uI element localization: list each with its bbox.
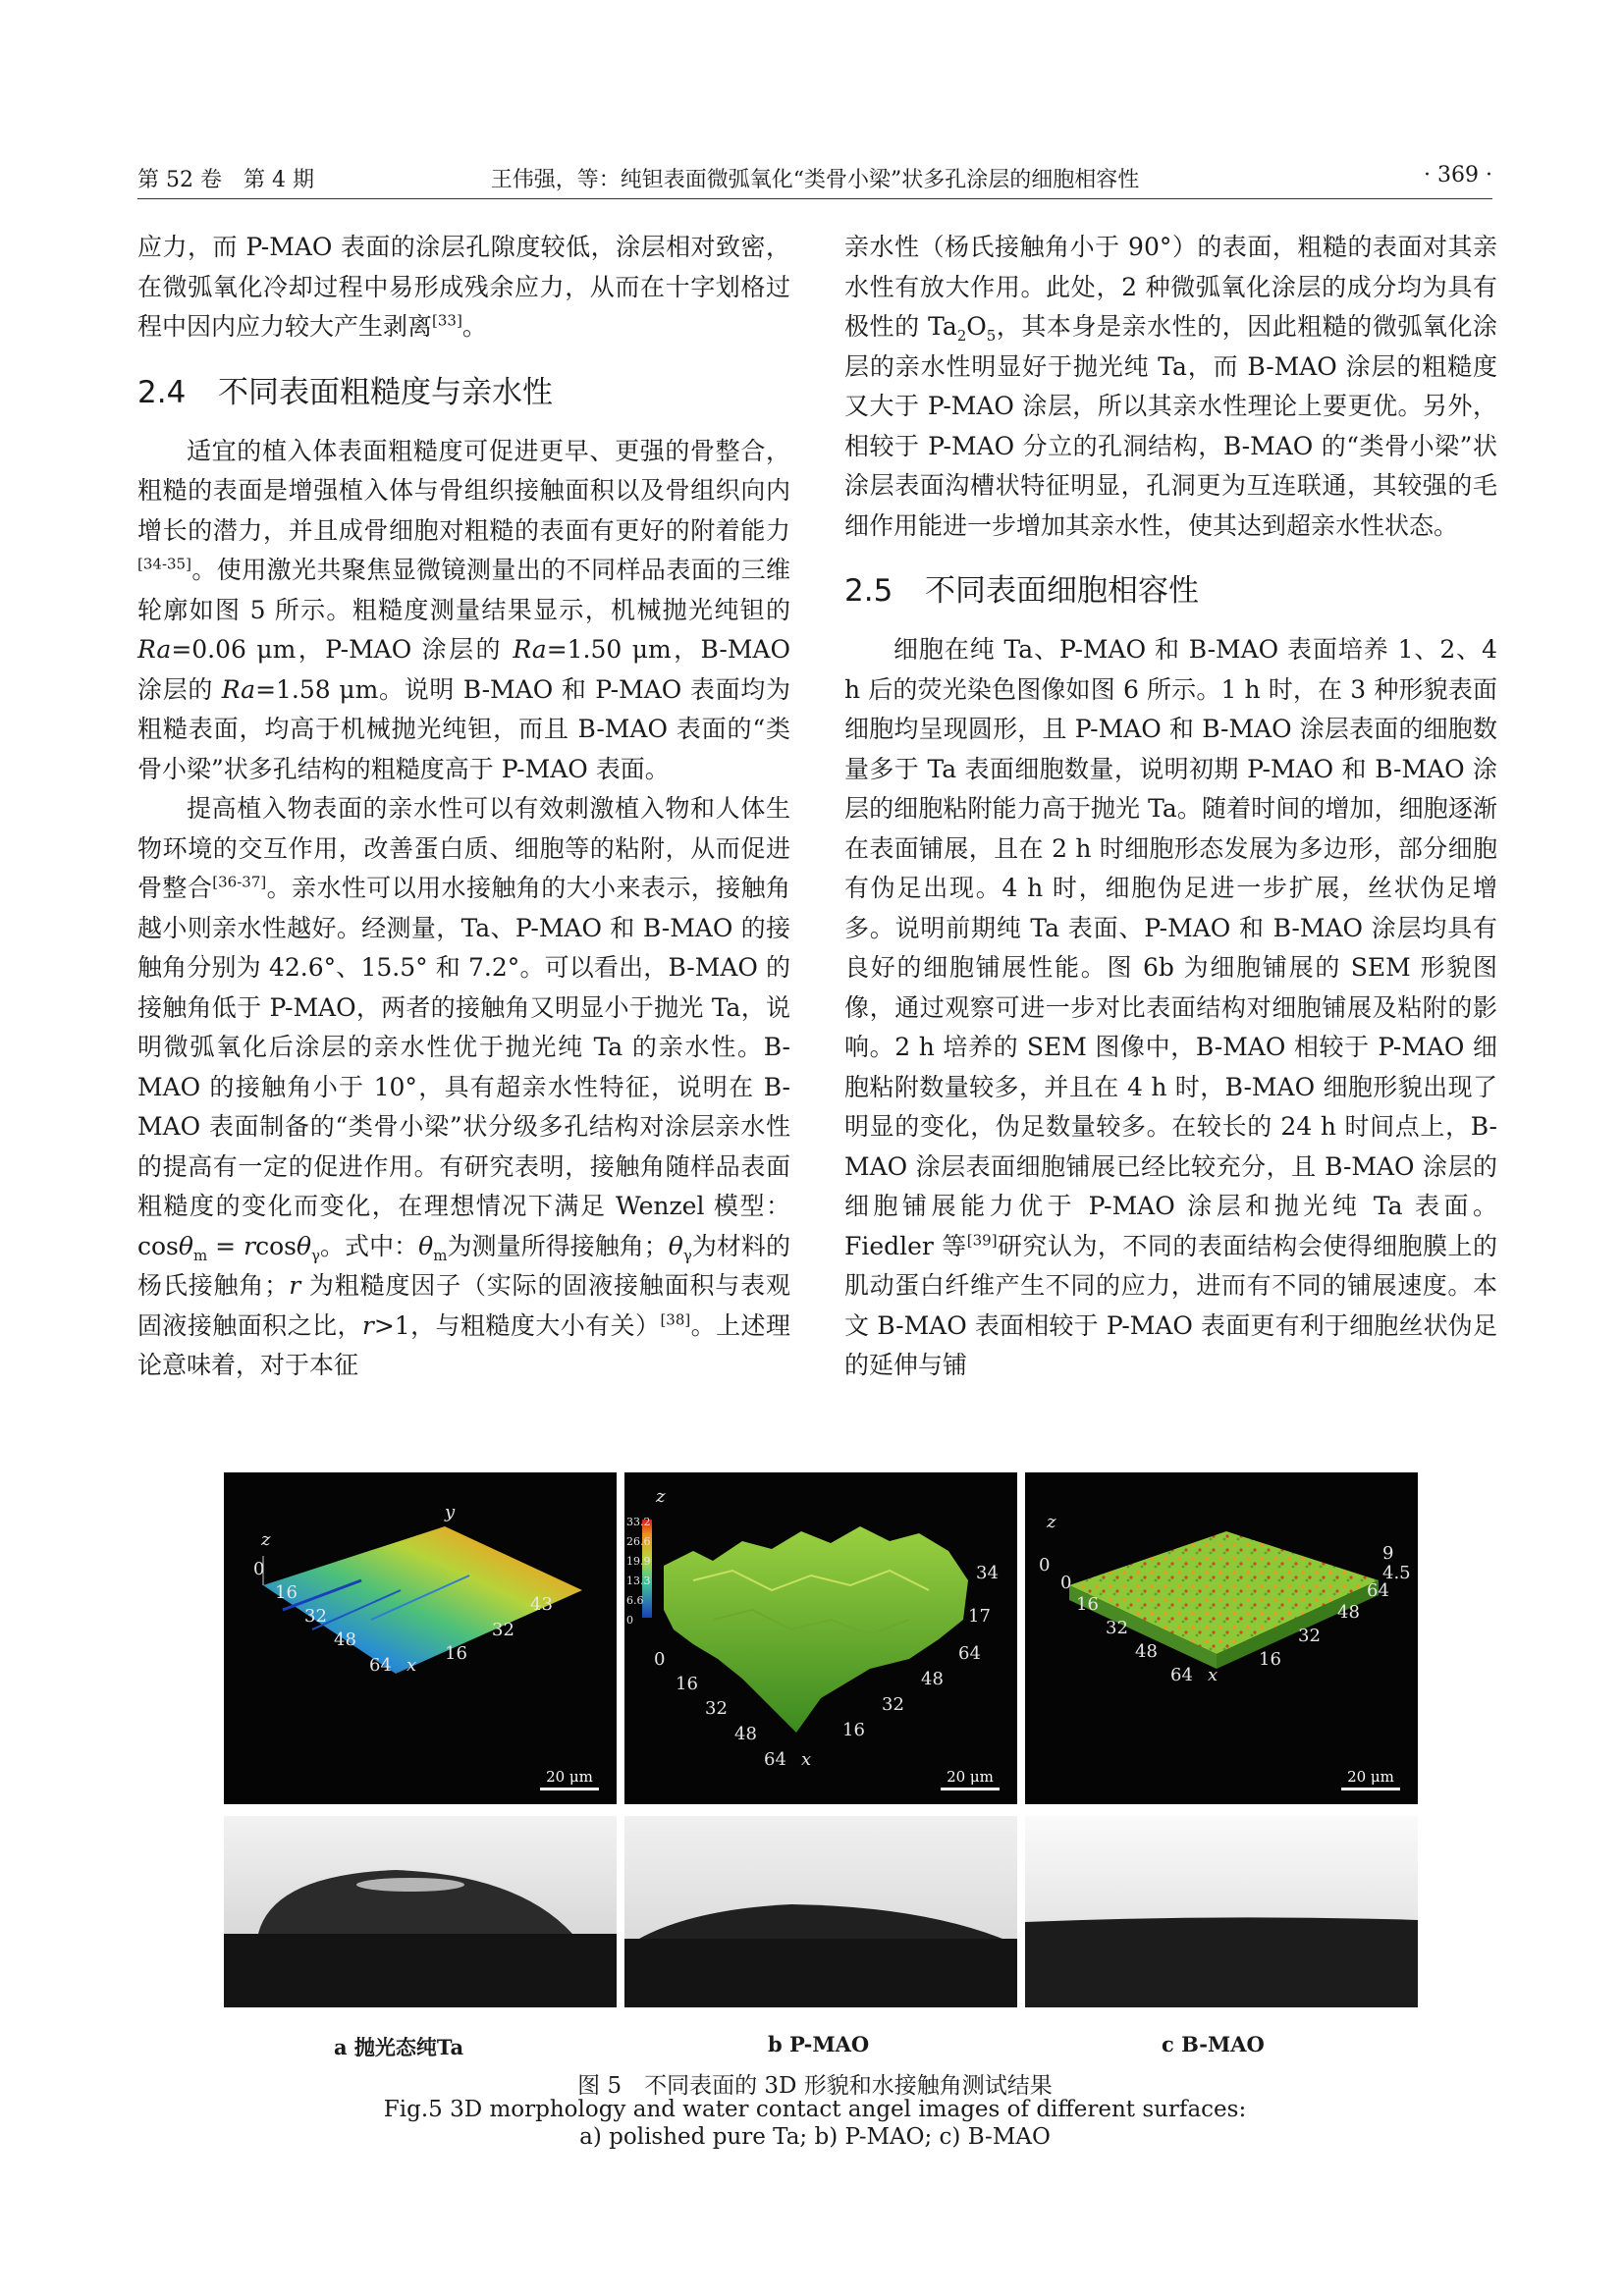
citation[interactable]: [33] bbox=[432, 311, 462, 330]
tick-label: 0 bbox=[253, 1559, 265, 1579]
tick-label: 64 bbox=[958, 1643, 981, 1664]
tick-label: 0 bbox=[1039, 1555, 1051, 1575]
citation[interactable]: [39] bbox=[966, 1231, 998, 1250]
b-mao-surface-map bbox=[1025, 1472, 1418, 1804]
scale-bar: 20 μm bbox=[941, 1768, 1000, 1790]
paragraph: 细胞在纯 Ta、P-MAO 和 B-MAO 表面培养 1、2、4 h 后的荧光染色图像如图 6 所示。1 h 时，在 3 种形貌表面细胞均呈现圆形，且 P-MAO 和 B-MAO 涂层表面的细胞数量多于 Ta 表面细胞数量，说明初期 P-MAO 和 B-MAO 涂层的细胞粘附能力高于抛光 Ta。随着时间的增加，细胞逐渐在表面铺展，且在 2 h 时细胞形态发展为多边形，部分细胞有伪足出现。4 h 时，细胞伪足进一步扩展，丝状伪足增多。说明前期纯 Ta 表面、P-MAO 和 B-MAO 涂层均具有良好的细胞铺展性能。图 6b 为细胞铺展的 SEM 形貌图像，通过观察可进一步对比表面结构对细胞铺展及粘附的影响。2 h 培养的 SEM 图像中，B-MAO 相较于 P-MAO 细胞粘附数量较多，并且在 4 h 时，B-MAO 细胞形貌出现了明显的变化，伪足数量较多。在较长的 24 h 时间点上，B-MAO 涂层表面细胞铺展已经比较充分，且 B-MAO 涂层的细胞铺展能力优于 P-MAO 涂层和抛光纯 Ta 表面。Fiedler 等[39]研究认为，不同的表面结构会使得细胞膜上的肌动蛋白纤维产生不同的应力，进而有不同的铺展速度。本文 B-MAO 表面相较于 P-MAO 表面更有利于细胞丝状伪足的延伸与铺 bbox=[844, 635, 1497, 1379]
citation[interactable]: [34-35] bbox=[137, 555, 191, 573]
axis-label-z: z bbox=[1047, 1512, 1056, 1532]
tick-label: 64 bbox=[764, 1749, 786, 1770]
tick-label: 16 bbox=[445, 1643, 467, 1664]
tick-label: 16 bbox=[842, 1720, 865, 1740]
colorbar-tick: 33.2 bbox=[626, 1516, 651, 1528]
tick-label: 32 bbox=[1106, 1618, 1128, 1638]
droplet-image-p-mao bbox=[624, 1816, 1017, 2007]
panel-label-b: b P-MAO bbox=[768, 2032, 870, 2056]
running-header bbox=[137, 157, 1492, 196]
panel-a-3d-morphology bbox=[224, 1472, 617, 1804]
paragraph: 亲水性（杨氏接触角小于 90°）的表面，粗糙的表面对其亲水性有放大作用。此处，2 种微弧氧化涂层的成分均为具有极性的 $Ta_2O_5$，其本身是亲水性的，因此粗糙的微弧氧化涂层的亲水性明显好于抛光纯 Ta，而 B-MAO 涂层的粗糙度又大于 P-MAO 涂层，所以其亲水性理论上要更优。另外，相较于 P-MAO 分立的孔洞结构，B-MAO 的“类骨小梁”状涂层表面沟槽状特征明显，孔洞更为互连联通，其较强的毛细作用能进一步增加其亲水性，使其达到超亲水性状态。 bbox=[844, 233, 1497, 540]
tick-label: 32 bbox=[304, 1606, 327, 1627]
tick-label: 43 bbox=[530, 1594, 553, 1615]
colorbar-tick: 19.9 bbox=[626, 1555, 651, 1568]
axis-label-x: x bbox=[801, 1749, 812, 1770]
scale-bar: 20 μm bbox=[1341, 1768, 1400, 1790]
panel-b-3d-morphology bbox=[624, 1472, 1017, 1804]
tick-label: 9 bbox=[1382, 1543, 1394, 1564]
section-heading-2-5: 2.5 不同表面细胞相容性 bbox=[844, 573, 1199, 609]
tick-label: 34 bbox=[976, 1563, 999, 1583]
paragraph: 适宜的植入体表面粗糙度可促进更早、更强的骨整合，粗糙的表面是增强植入体与骨组织接触面积以及骨组织向内增长的潜力，并且成骨细胞对粗糙的表面有更好的附着能力[34-35]。使用激光共聚焦显微镜测量出的不同样品表面的三维轮廓如图 5 所示。粗糙度测量结果显示，机械抛光纯钽的 Ra=0.06 μm，P-MAO 涂层的 Ra=1.50 μm，B-MAO 涂层的 Ra=1.58 μm。说明 B-MAO 和 P-MAO 表面均为粗糙表面，均高于机械抛光纯钽，而且 B-MAO 表面的“类骨小梁”状多孔结构的粗糙度高于 P-MAO 表面。 bbox=[137, 436, 790, 783]
section-heading-2-4: 2.4 不同表面粗糙度与亲水性 bbox=[137, 374, 553, 410]
tick-label: 17 bbox=[968, 1606, 991, 1627]
colorbar-tick: 6.6 bbox=[626, 1594, 644, 1607]
colorbar-tick: 13.3 bbox=[626, 1575, 651, 1587]
tick-label: 48 bbox=[334, 1629, 356, 1650]
header-rule bbox=[137, 198, 1492, 199]
journal-volume-issue: 第 52 卷 第 4 期 bbox=[137, 168, 314, 192]
citation[interactable]: [36-37] bbox=[212, 873, 267, 891]
panel-a-contact-angle bbox=[224, 1816, 617, 2007]
tick-label: 64 bbox=[1170, 1665, 1193, 1685]
tick-label: 48 bbox=[734, 1724, 757, 1744]
panel-b-contact-angle bbox=[624, 1816, 1017, 2007]
axis-label-z: z bbox=[261, 1529, 271, 1550]
left-column bbox=[137, 228, 790, 1386]
tick-label: 16 bbox=[1259, 1649, 1281, 1670]
figure-caption-cn: 图 5 不同表面的 3D 形貌和水接触角测试结果 bbox=[577, 2073, 1053, 2099]
tick-label: 32 bbox=[882, 1694, 904, 1715]
panel-label-c: c B-MAO bbox=[1162, 2032, 1265, 2056]
tick-label: 16 bbox=[1076, 1594, 1099, 1615]
polished-ta-surface-map bbox=[224, 1472, 617, 1804]
tick-label: 16 bbox=[275, 1582, 298, 1603]
paragraph: 提高植入物表面的亲水性可以有效刺激植入物和人体生物环境的交互作用，改善蛋白质、细胞等的粘附，从而促进骨整合[36-37]。亲水性可以用水接触角的大小来表示，接触角越小则亲水性越好。经测量，Ta、P-MAO 和 B-MAO 的接触角分别为 42.6°、15.5° 和 7.2°。可以看出，B-MAO 的接触角低于 P-MAO，两者的接触角又明显小于抛光 Ta，说明微弧氧化后涂层的亲水性优于抛光纯 Ta 的亲水性。B-MAO 的接触角小于 10°，具有超亲水性特征，说明在 B-MAO 表面制备的“类骨小梁”状分级多孔结构对涂层亲水性的提高有一定的促进作用。有研究表明，接触角随样品表面粗糙度的变化而变化，在理想情况下满足 Wenzel 模型：cosθ$_m$ = rcosθ$_\gamma$。式中：$\theta_m$为测量所得接触角；$\theta_\gamma$为材料的杨氏接触角；r 为粗糙度因子（实际的固液接触面积与表观固液接触面积之比，r>1，与粗糙度大小有关）[38]。上述理论意味着，对于本征 bbox=[137, 794, 790, 1379]
droplet-image-polished-ta bbox=[224, 1816, 617, 2007]
tick-label: 0 bbox=[654, 1649, 666, 1670]
tick-label: 32 bbox=[705, 1698, 728, 1719]
tick-label: 16 bbox=[676, 1674, 698, 1694]
scale-bar: 20 μm bbox=[540, 1768, 599, 1790]
colorbar-tick: 0 bbox=[626, 1614, 633, 1627]
page-number: · 369 · bbox=[1424, 163, 1492, 187]
article-running-title: 王伟强，等：纯钽表面微弧氧化“类骨小梁”状多孔涂层的细胞相容性 bbox=[490, 168, 1140, 192]
citation[interactable]: [38] bbox=[660, 1310, 691, 1329]
figure-caption-en-panels: a) polished pure Ta; b) P-MAO; c) B-MAO bbox=[579, 2124, 1051, 2150]
paragraph: 应力，而 P-MAO 表面的涂层孔隙度较低，涂层相对致密，在微弧氧化冷却过程中易形成残余应力，从而在十字划格过程中因内应力较大产生剥离[33]。 bbox=[137, 233, 790, 341]
panel-label-a: a 抛光态纯Ta bbox=[334, 2035, 464, 2059]
tick-label: 48 bbox=[921, 1669, 944, 1689]
tick-label: 32 bbox=[1298, 1626, 1321, 1646]
tick-label: 32 bbox=[492, 1620, 514, 1640]
colorbar-tick: 26.6 bbox=[626, 1535, 651, 1548]
tick-label: 0 bbox=[1060, 1573, 1072, 1593]
tick-label: 4.5 bbox=[1382, 1563, 1411, 1583]
tick-label: 48 bbox=[1135, 1641, 1158, 1662]
tick-label: 64 bbox=[369, 1655, 392, 1676]
right-column bbox=[844, 228, 1497, 1386]
p-mao-surface-map bbox=[624, 1472, 1017, 1804]
tick-label: 48 bbox=[1337, 1602, 1360, 1623]
panel-c-contact-angle bbox=[1025, 1816, 1418, 2007]
axis-label-z: z bbox=[656, 1486, 666, 1507]
axis-label-y: y bbox=[445, 1502, 456, 1522]
droplet-image-b-mao bbox=[1025, 1816, 1418, 2007]
figure-caption-en: Fig.5 3D morphology and water contact angel images of different surfaces: bbox=[383, 2097, 1247, 2122]
axis-label-x: x bbox=[406, 1655, 417, 1676]
tick-label: 64 bbox=[1367, 1580, 1389, 1601]
panel-c-3d-morphology bbox=[1025, 1472, 1418, 1804]
axis-label-x: x bbox=[1208, 1665, 1218, 1685]
